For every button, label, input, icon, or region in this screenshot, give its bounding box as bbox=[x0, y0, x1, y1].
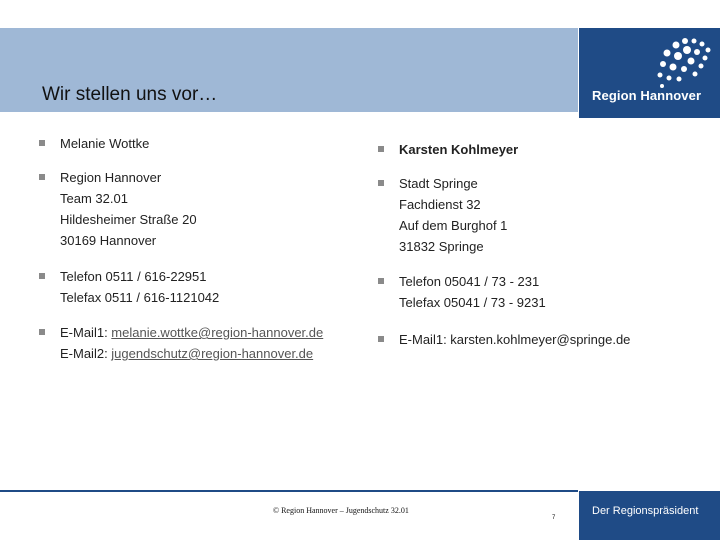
address-line: Stadt Springe bbox=[399, 176, 478, 191]
bullet-icon bbox=[39, 174, 45, 180]
bullet-icon bbox=[39, 329, 45, 335]
bullet-icon bbox=[378, 278, 384, 284]
phone-line: Telefon 05041 / 73 - 231 bbox=[399, 274, 540, 289]
slide-title: Wir stellen uns vor… bbox=[42, 84, 218, 105]
contact-name: Melanie Wottke bbox=[60, 136, 150, 151]
address-line: Fachdienst 32 bbox=[399, 197, 481, 212]
address-line: Auf dem Burghof 1 bbox=[399, 218, 508, 233]
email2-label: E-Mail2: bbox=[60, 346, 112, 361]
email2-link[interactable]: jugendschutz@region-hannover.de bbox=[111, 346, 314, 361]
address-line: Hildesheimer Straße 20 bbox=[60, 212, 197, 227]
logo-text: Region Hannover bbox=[592, 88, 702, 103]
fax-line: Telefax 0511 / 616-1121042 bbox=[60, 290, 220, 305]
page-number: 7 bbox=[552, 515, 556, 521]
bullet-icon bbox=[378, 336, 384, 342]
email-line: E-Mail1: karsten.kohlmeyer@springe.de bbox=[399, 332, 631, 347]
fax-line: Telefax 05041 / 73 - 9231 bbox=[399, 295, 546, 310]
bullet-icon bbox=[39, 273, 45, 279]
footer-copyright: © Region Hannover – Jugendschutz 32.01 bbox=[273, 506, 409, 515]
bullet-icon bbox=[378, 180, 384, 186]
bullet-icon bbox=[378, 146, 384, 152]
address-line: Team 32.01 bbox=[60, 191, 128, 206]
email1-link[interactable]: melanie.wottke@region-hannover.de bbox=[111, 325, 324, 340]
bullet-icon bbox=[39, 140, 45, 146]
address-line: 31832 Springe bbox=[399, 239, 484, 254]
address-line: 30169 Hannover bbox=[60, 233, 157, 248]
footer-president-label: Der Regionspräsident bbox=[592, 505, 699, 517]
email1-line bbox=[60, 322, 323, 343]
footer-rule bbox=[0, 490, 578, 492]
email2-line bbox=[60, 343, 323, 364]
phone-line: Telefon 0511 / 616-22951 bbox=[60, 269, 207, 284]
email1-label: E-Mail1: bbox=[60, 325, 112, 340]
address-line: Region Hannover bbox=[60, 170, 162, 185]
region-hannover-logo bbox=[579, 28, 720, 118]
contact-name: Karsten Kohlmeyer bbox=[399, 142, 519, 157]
